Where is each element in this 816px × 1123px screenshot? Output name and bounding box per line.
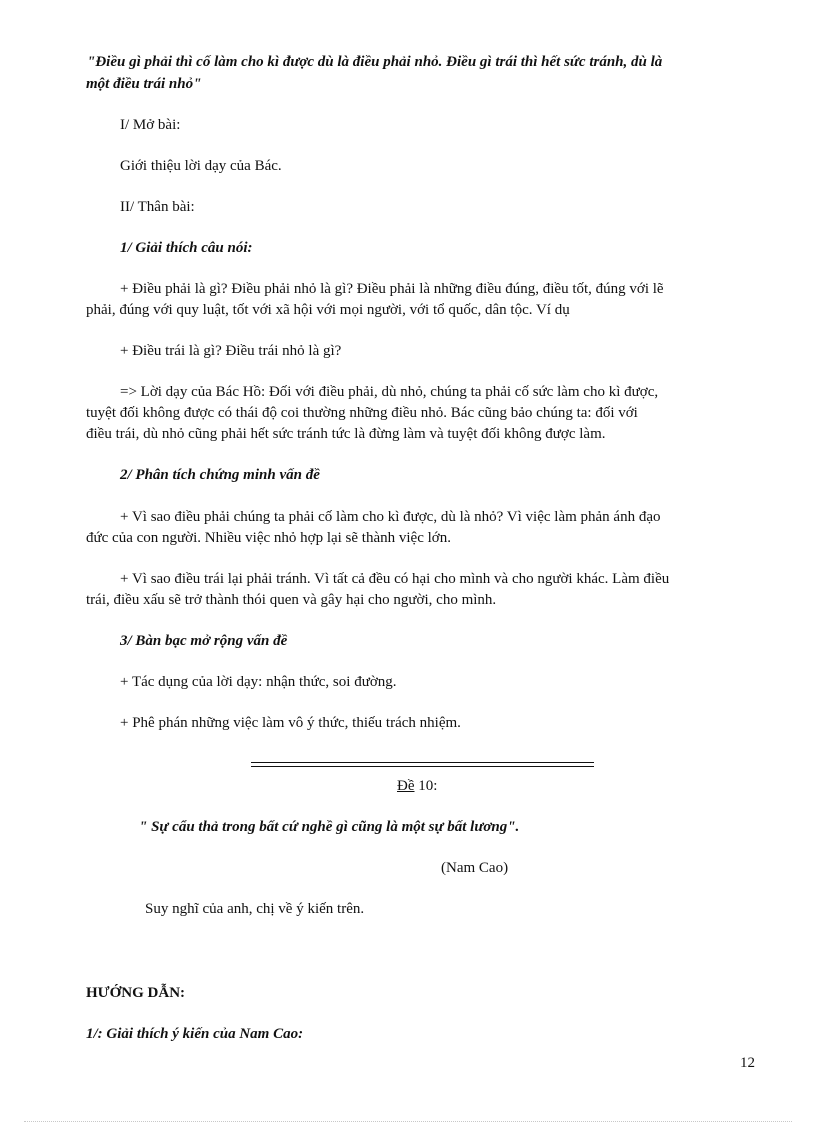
section-2-heading: 2/ Phân tích chứng minh vấn đề (120, 467, 320, 483)
de-10-quote: " Sự cẩu thả trong bất cứ nghề gì cũng là một sự bất lương". (139, 819, 520, 835)
section-1-heading: 1/ Giải thích câu nói: (120, 240, 253, 256)
mo-bai-heading: I/ Mở bài: (120, 117, 181, 133)
section-1-p2: + Điều trái là gì? Điều trái nhỏ là gì? (120, 343, 342, 359)
huong-dan-heading: HƯỚNG DẪN: (86, 985, 186, 1001)
section-3-p2: + Phê phán những việc làm vô ý thức, thiếu trách nhiệm. (120, 715, 461, 731)
page-number: 12 (740, 1055, 755, 1071)
section-3-heading: 3/ Bàn bạc mở rộng vấn đề (120, 633, 288, 649)
de-10-prompt: Suy nghĩ của anh, chị về ý kiến trên. (145, 901, 365, 917)
section-2-p2-line-2: trái, điều xấu sẽ trở thành thói quen và gây hại cho người, cho mình. (86, 592, 497, 608)
huong-dan-sub-1: 1/: Giải thích ý kiến của Nam Cao: (86, 1026, 304, 1042)
section-3-p1: + Tác dụng của lời dạy: nhận thức, soi đường. (120, 674, 397, 690)
separator-line-bottom (251, 766, 594, 767)
section-1-p3-line-1: => Lời dạy của Bác Hồ: Đối với điều phải, dù nhỏ, chúng ta phải cố sức làm cho kì được, (120, 384, 659, 400)
separator-line-top (251, 762, 594, 763)
de-10-author: (Nam Cao) (441, 860, 509, 876)
section-1-p3-line-2: tuyệt đối không được có thái độ coi thường những điều nhỏ. Bác cũng bảo chúng ta: đối với (86, 405, 638, 421)
de-10-title (397, 776, 437, 796)
section-1-p1-line-1: + Điều phải là gì? Điều phải nhỏ là gì? Điều phải là những điều đúng, điều tốt, đúng với lẽ (120, 281, 664, 297)
section-2-p2-line-1: + Vì sao điều trái lại phải tránh. Vì tất cả đều có hại cho mình và cho người khác. Làm điều (120, 571, 670, 587)
section-2-p1-line-2: đức của con người. Nhiều việc nhỏ hợp lại sẽ thành việc lớn. (86, 530, 451, 546)
de-label: Đề (397, 778, 415, 794)
intro-quote-line-2: một điều trái nhỏ" (86, 76, 202, 92)
section-1-p3-line-3: điều trái, dù nhỏ cũng phải hết sức tránh tức là đừng làm và tuyệt đối không được làm. (86, 426, 606, 442)
section-1-p1-line-2: phải, đúng với quy luật, tốt với xã hội với mọi người, với tổ quốc, dân tộc. Ví dụ (86, 302, 570, 318)
mo-bai-text: Giới thiệu lời dạy của Bác. (120, 158, 282, 174)
section-2-p1-line-1: + Vì sao điều phải chúng ta phải cố làm cho kì được, dù là nhỏ? Vì việc làm phản ánh đạo (120, 509, 661, 525)
page-bottom-border (24, 1121, 792, 1122)
than-bai-heading: II/ Thân bài: (120, 199, 195, 215)
de-number: 10: (414, 778, 438, 794)
intro-quote-line-1: "Điều gì phải thì cố làm cho kì được dù là điều phải nhỏ. Điều gì trái thì hết sức tránh, dù là (87, 54, 663, 70)
